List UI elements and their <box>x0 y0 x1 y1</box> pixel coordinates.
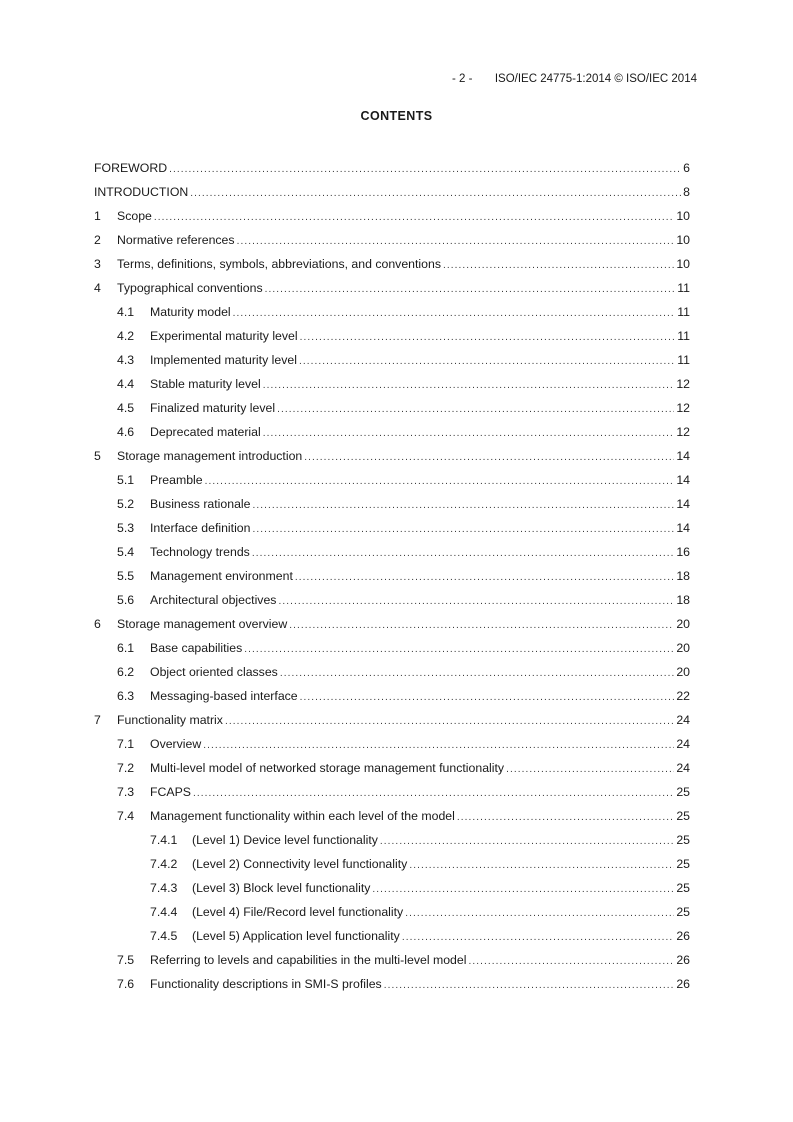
toc-entry[interactable] <box>94 928 690 944</box>
toc-entry-number: 5.4 <box>117 545 135 559</box>
toc-entry-title: Finalized maturity level <box>150 401 276 415</box>
toc-entry-page: 20 <box>676 617 690 631</box>
toc-entry-title: Experimental maturity level <box>150 329 298 343</box>
toc-entry-page: 25 <box>676 809 690 823</box>
toc-entry[interactable] <box>94 280 690 296</box>
toc-dot-leader <box>380 834 674 850</box>
toc-entry-page: 25 <box>676 881 690 895</box>
toc-entry-page: 11 <box>677 329 690 343</box>
toc-dot-leader <box>457 810 674 826</box>
toc-entry-number: 6.1 <box>117 641 135 655</box>
toc-dot-leader <box>233 306 676 322</box>
toc-entry[interactable] <box>94 232 690 248</box>
toc-entry-page: 26 <box>676 977 690 991</box>
toc-entry-title: Referring to levels and capabilities in the multi-level model <box>150 953 467 967</box>
page-title: CONTENTS <box>360 109 433 123</box>
toc-entry-number: 7.1 <box>117 737 135 751</box>
toc-entry-title: Overview <box>150 737 202 751</box>
toc-dot-leader <box>295 570 674 586</box>
toc-entry-page: 20 <box>676 641 690 655</box>
toc-entry-title: INTRODUCTION <box>94 185 189 199</box>
toc-entry-page: 11 <box>677 305 690 319</box>
toc-entry[interactable] <box>94 736 690 752</box>
toc-entry-number: 4.5 <box>117 401 135 415</box>
toc-entry[interactable] <box>94 544 690 560</box>
toc-entry-page: 24 <box>676 713 690 727</box>
toc-dot-leader <box>263 378 675 394</box>
toc-entry-page: 18 <box>676 593 690 607</box>
toc-entry-number: 6.3 <box>117 689 135 703</box>
toc-entry-number: 4.6 <box>117 425 135 439</box>
toc-dot-leader <box>443 258 674 274</box>
toc-entry[interactable] <box>94 304 690 320</box>
toc-entry[interactable] <box>94 784 690 800</box>
toc-entry[interactable] <box>94 832 690 848</box>
toc-entry[interactable] <box>94 904 690 920</box>
toc-entry-title: Technology trends <box>150 545 250 559</box>
toc-entry-title: Deprecated material <box>150 425 261 439</box>
toc-dot-leader <box>299 354 675 370</box>
toc-entry[interactable] <box>94 640 690 656</box>
toc-entry[interactable] <box>94 376 690 392</box>
toc-entry-number: 2 <box>94 233 101 247</box>
toc-dot-leader <box>468 954 674 970</box>
toc-entry-page: 25 <box>676 833 690 847</box>
toc-entry-number: 4.1 <box>117 305 135 319</box>
toc-dot-leader <box>237 234 675 250</box>
toc-dot-leader <box>154 210 674 226</box>
toc-dot-leader <box>278 594 674 610</box>
toc-entry[interactable] <box>94 880 690 896</box>
toc-dot-leader <box>277 402 674 418</box>
toc-dot-leader <box>384 978 675 994</box>
toc-entry[interactable] <box>94 664 690 680</box>
toc-entry-title: FCAPS <box>150 785 191 799</box>
toc-entry-number: 4.2 <box>117 329 135 343</box>
toc-entry[interactable] <box>94 424 690 440</box>
toc-entry-number: 7.4 <box>117 809 135 823</box>
toc-entry-number: 3 <box>94 257 101 271</box>
toc-entry[interactable] <box>94 496 690 512</box>
toc-dot-leader <box>289 618 674 634</box>
toc-entry-title: Architectural objectives <box>150 593 277 607</box>
toc-entry-page: 12 <box>676 425 690 439</box>
toc-entry-page: 22 <box>676 689 690 703</box>
toc-dot-leader <box>252 546 675 562</box>
toc-dot-leader <box>205 474 675 490</box>
toc-entry-page: 11 <box>677 281 690 295</box>
toc-entry-page: 26 <box>676 953 690 967</box>
toc-entry[interactable] <box>94 592 690 608</box>
toc-entry[interactable] <box>94 568 690 584</box>
toc-entry-title: (Level 5) Application level functionality <box>192 929 400 943</box>
toc-entry-number: 6 <box>94 617 101 631</box>
toc-entry-number: 7.4.2 <box>150 857 178 871</box>
toc-entry-title: Typographical conventions <box>117 281 263 295</box>
toc-dot-leader <box>300 330 676 346</box>
toc-dot-leader <box>265 282 676 298</box>
toc-entry-page: 25 <box>676 785 690 799</box>
toc-entry-title: Normative references <box>117 233 235 247</box>
toc-entry-number: 6.2 <box>117 665 135 679</box>
toc-entry-title: Stable maturity level <box>150 377 261 391</box>
toc-entry-page: 24 <box>676 737 690 751</box>
toc-entry[interactable] <box>94 808 690 824</box>
toc-entry-number: 5.6 <box>117 593 135 607</box>
toc-entry-page: 8 <box>683 185 690 199</box>
toc-entry-page: 16 <box>676 545 690 559</box>
toc-entry[interactable] <box>94 328 690 344</box>
toc-entry-title: Management environment <box>150 569 293 583</box>
toc-entry[interactable] <box>94 352 690 368</box>
toc-dot-leader <box>506 762 674 778</box>
page-header <box>0 73 697 85</box>
toc-entry[interactable] <box>94 208 690 224</box>
toc-entry-number: 5 <box>94 449 101 463</box>
toc-dot-leader <box>244 642 674 658</box>
toc-entry-title: (Level 2) Connectivity level functionality <box>192 857 408 871</box>
toc-entry-title: Scope <box>117 209 152 223</box>
toc-entry-title: (Level 4) File/Record level functionality <box>192 905 404 919</box>
toc-dot-leader <box>263 426 675 442</box>
toc-entry-page: 12 <box>676 377 690 391</box>
toc-dot-leader <box>304 450 674 466</box>
toc-dot-leader <box>405 906 674 922</box>
toc-entry-title: Functionality descriptions in SMI-S profiles <box>150 977 382 991</box>
toc-entry[interactable] <box>94 952 690 968</box>
toc-entry[interactable] <box>94 520 690 536</box>
toc-entry-number: 5.5 <box>117 569 135 583</box>
table-of-contents <box>94 160 690 1000</box>
toc-entry-page: 14 <box>676 473 690 487</box>
toc-entry-page: 10 <box>676 257 690 271</box>
toc-entry-page: 6 <box>683 161 690 175</box>
toc-entry-number: 4.4 <box>117 377 135 391</box>
toc-entry-number: 7.4.3 <box>150 881 178 895</box>
toc-entry-page: 25 <box>676 905 690 919</box>
toc-entry-title: Preamble <box>150 473 203 487</box>
toc-entry[interactable] <box>94 256 690 272</box>
toc-entry-number: 5.2 <box>117 497 135 511</box>
toc-entry-number: 7.5 <box>117 953 135 967</box>
toc-dot-leader <box>225 714 674 730</box>
toc-entry-title: Management functionality within each level of the model <box>150 809 455 823</box>
toc-entry[interactable] <box>94 856 690 872</box>
toc-dot-leader <box>252 498 674 514</box>
toc-entry-number: 7.3 <box>117 785 135 799</box>
toc-entry-page: 20 <box>676 665 690 679</box>
toc-dot-leader <box>193 786 674 802</box>
toc-entry-title: Storage management overview <box>117 617 288 631</box>
toc-entry-number: 5.1 <box>117 473 135 487</box>
toc-entry-page: 12 <box>676 401 690 415</box>
toc-dot-leader <box>253 522 675 538</box>
toc-entry-page: 25 <box>676 857 690 871</box>
toc-entry-number: 7.2 <box>117 761 135 775</box>
toc-entry[interactable] <box>94 760 690 776</box>
toc-dot-leader <box>409 858 674 874</box>
toc-entry-number: 7.6 <box>117 977 135 991</box>
toc-entry-page: 18 <box>676 569 690 583</box>
toc-entry-title: Terms, definitions, symbols, abbreviations, and conventions <box>117 257 441 271</box>
toc-entry-title: Functionality matrix <box>117 713 223 727</box>
toc-entry-number: 4.3 <box>117 353 135 367</box>
toc-dot-leader <box>169 162 681 178</box>
toc-entry-page: 10 <box>676 233 690 247</box>
toc-entry-title: Messaging-based interface <box>150 689 298 703</box>
toc-entry[interactable] <box>94 400 690 416</box>
toc-entry-number: 5.3 <box>117 521 135 535</box>
toc-entry[interactable] <box>94 688 690 704</box>
toc-entry-number: 7.4.1 <box>150 833 178 847</box>
toc-entry[interactable] <box>94 472 690 488</box>
toc-dot-leader <box>372 882 674 898</box>
toc-entry-title: Storage management introduction <box>117 449 303 463</box>
toc-entry[interactable] <box>94 616 690 632</box>
toc-entry-number: 7.4.4 <box>150 905 178 919</box>
toc-entry-title: Maturity model <box>150 305 231 319</box>
toc-entry-page: 24 <box>676 761 690 775</box>
toc-entry[interactable] <box>94 448 690 464</box>
toc-dot-leader <box>203 738 674 754</box>
toc-entry-title: Object oriented classes <box>150 665 278 679</box>
toc-entry[interactable] <box>94 712 690 728</box>
toc-entry-title: Interface definition <box>150 521 251 535</box>
toc-entry-title: (Level 1) Device level functionality <box>192 833 378 847</box>
toc-dot-leader <box>300 690 675 706</box>
toc-entry-number: 7 <box>94 713 101 727</box>
toc-dot-leader <box>190 186 681 202</box>
toc-entry-page: 14 <box>676 497 690 511</box>
toc-entry-title: Business rationale <box>150 497 251 511</box>
toc-entry[interactable] <box>94 184 690 200</box>
toc-entry-page: 14 <box>676 521 690 535</box>
toc-entry-title: FOREWORD <box>94 161 168 175</box>
toc-entry-number: 1 <box>94 209 101 223</box>
toc-entry-title: Implemented maturity level <box>150 353 297 367</box>
header-page-number: - 2 - <box>452 73 473 85</box>
toc-entry-number: 4 <box>94 281 101 295</box>
toc-dot-leader <box>402 930 675 946</box>
toc-entry-title: Base capabilities <box>150 641 243 655</box>
toc-entry-title: (Level 3) Block level functionality <box>192 881 371 895</box>
toc-entry-page: 26 <box>676 929 690 943</box>
toc-entry-page: 11 <box>677 353 690 367</box>
toc-dot-leader <box>280 666 674 682</box>
toc-entry-page: 14 <box>676 449 690 463</box>
header-standard: ISO/IEC 24775-1:2014 © ISO/IEC 2014 <box>494 73 697 85</box>
toc-entry-page: 10 <box>676 209 690 223</box>
toc-entry-number: 7.4.5 <box>150 929 178 943</box>
toc-entry[interactable] <box>94 160 690 176</box>
toc-entry-title: Multi-level model of networked storage management functionality <box>150 761 505 775</box>
toc-entry[interactable] <box>94 976 690 992</box>
